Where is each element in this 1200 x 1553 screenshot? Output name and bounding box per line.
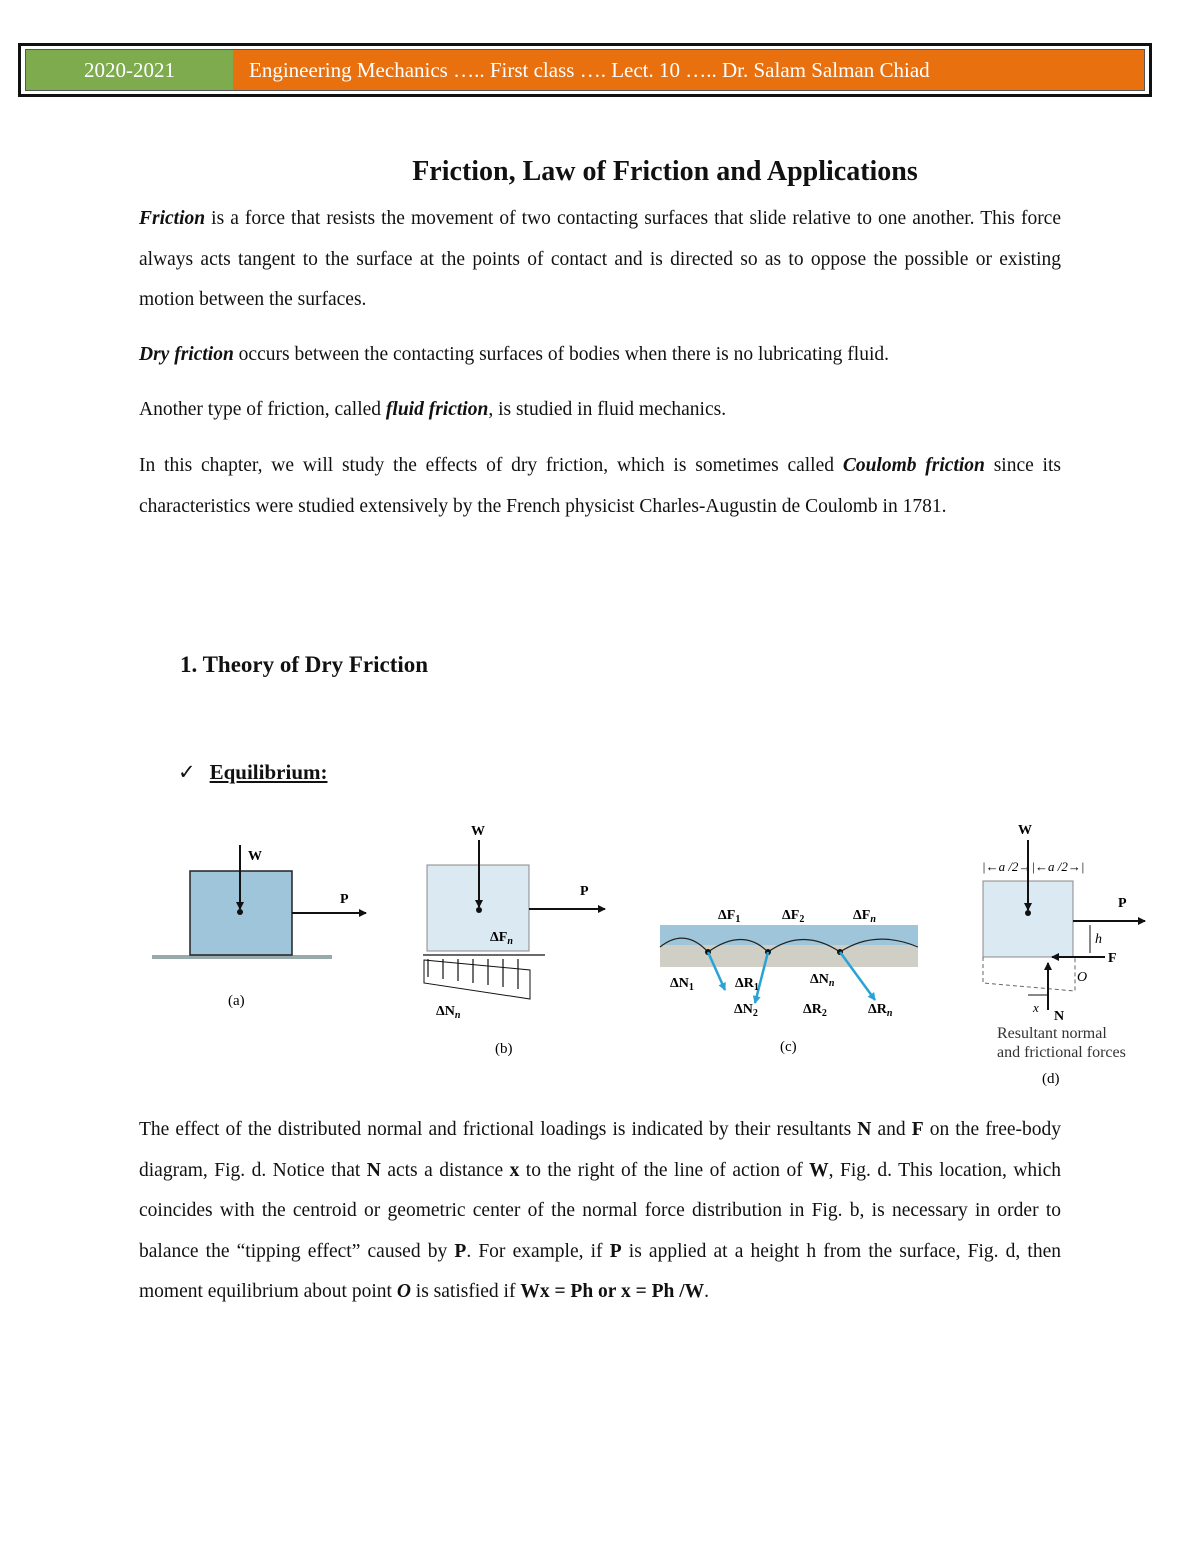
caption-c: (c)	[780, 1039, 797, 1055]
friction-definition-text: is a force that resists the movement of two contacting surfaces that slide relative to one another. This force always acts tangent to the surface at the points of contact and is directed so as to oppose the possible or existing motion between the surfaces.	[139, 208, 1061, 310]
label-nn-c: $\Delta N_n$	[810, 972, 835, 989]
paragraph-effect	[139, 1110, 1061, 1313]
effect-term-f: F	[911, 1119, 924, 1140]
header-course: Engineering Mechanics	[249, 57, 448, 82]
page-title: Friction, Law of Friction and Applications	[412, 156, 918, 187]
label-r2-c: $\Delta R_2$	[803, 1002, 827, 1019]
header-sep-3: …..	[680, 57, 722, 82]
coulomb-pre: In this chapter, we will study the effects of dry friction, which is sometimes called	[139, 455, 843, 476]
effect-text-10: .	[704, 1281, 710, 1302]
header-class: First class	[489, 57, 575, 82]
distribution-outline-d	[983, 957, 1075, 991]
effect-term-w: W	[809, 1159, 829, 1181]
label-resultant-2-d: and frictional forces	[997, 1044, 1126, 1061]
center-dot-a	[237, 909, 243, 915]
term-dry-friction: Dry friction	[139, 344, 234, 365]
header-author: Dr. Salam Salman Chiad	[722, 57, 930, 82]
term-fluid-friction: fluid friction	[385, 399, 489, 420]
coulomb-post: since its characteristics were studied extensively by the French physicist Charles-Augustin de Coulomb in 1781.	[139, 455, 1061, 517]
label-rn-c: $\Delta R_n$	[868, 1002, 893, 1019]
effect-text-2: and	[871, 1119, 912, 1140]
label-f1-c: $\Delta F_1$	[718, 908, 741, 925]
header-year: 2020-2021	[26, 50, 233, 90]
effect-text-1: The effect of the distributed normal and frictional loadings is indicated by their resultants	[139, 1119, 858, 1140]
checkmark-icon: ✓	[178, 760, 196, 784]
normal-distribution-b	[424, 960, 530, 999]
header-info	[233, 50, 1144, 90]
label-p-a: P	[340, 892, 349, 907]
normal-arrows-b	[428, 959, 518, 989]
label-fn-c: $\Delta F_n$	[853, 908, 876, 925]
label-df-b: $\Delta F_n$	[490, 930, 513, 947]
effect-text-4: acts a distance	[380, 1159, 510, 1181]
header-lecture: Lect. 10	[611, 57, 680, 82]
fluid-friction-pre: Another type of friction, called	[139, 399, 386, 420]
label-p-b: P	[580, 884, 589, 899]
equilibrium-label: Equilibrium:	[209, 760, 328, 784]
paragraph-coulomb-friction	[139, 446, 1061, 527]
label-o-d: O	[1077, 970, 1088, 985]
dimension-labels-d: |←a /2→|←a /2→|	[982, 859, 1085, 874]
figure-b	[423, 824, 605, 1057]
figure-d	[982, 823, 1145, 1087]
effect-text-8: is applied at a height h from the surface, Fig. d, then moment equilibrium about point	[139, 1240, 1061, 1302]
paragraph-fluid-friction	[139, 390, 1061, 431]
effect-text-7: . For example, if	[466, 1240, 610, 1262]
label-w-a: W	[248, 849, 262, 864]
effect-text-6: , Fig. d. This location, which coincides with the centroid or geometric center of the normal force distribution in Fig. b, is necessary in order to balance the “tipping effect” caused by	[139, 1159, 1062, 1262]
header-sep-1: …..	[447, 57, 490, 82]
header-bar	[25, 49, 1145, 91]
label-f2-c: $\Delta F_2$	[782, 908, 805, 925]
label-r1-c: $\Delta R_1$	[735, 976, 759, 993]
label-n2-c: $\Delta N_2$	[734, 1002, 758, 1019]
effect-term-p-2: P	[609, 1240, 622, 1262]
caption-b: (b)	[495, 1041, 513, 1057]
figure-c	[660, 908, 918, 1055]
page-header	[18, 43, 1152, 97]
section-heading: 1. Theory of Dry Friction	[180, 652, 429, 677]
effect-text-9: is satisfied if	[410, 1281, 521, 1302]
center-dot-b	[476, 907, 482, 913]
caption-d: (d)	[1042, 1071, 1060, 1087]
figure-a	[152, 845, 366, 1009]
header-sep-2: ….	[574, 57, 612, 82]
center-dot-d	[1025, 910, 1031, 916]
label-n1-c: $\Delta N_1$	[670, 976, 694, 993]
effect-term-n-2: N	[366, 1159, 381, 1181]
dry-friction-text: occurs between the contacting surfaces of bodies when there is no lubricating fluid.	[233, 344, 889, 365]
label-w-b: W	[471, 824, 485, 839]
label-n-d: N	[1054, 1009, 1065, 1024]
fluid-friction-post: , is studied in fluid mechanics.	[488, 399, 727, 420]
subheading-equilibrium	[178, 760, 327, 785]
effect-term-n: N	[857, 1119, 872, 1140]
lower-body-c	[660, 945, 918, 967]
effect-equation: Wx = Ph or x = Ph /W	[520, 1281, 705, 1302]
caption-a: (a)	[228, 993, 245, 1009]
effect-term-p: P	[454, 1240, 467, 1262]
label-f-d: F	[1108, 951, 1117, 966]
term-coulomb-friction: Coulomb friction	[842, 455, 985, 476]
friction-figure	[140, 815, 1160, 1095]
paragraph-friction-definition	[139, 199, 1061, 321]
label-resultant-1-d: Resultant normal	[997, 1025, 1107, 1042]
effect-text-3: on the free-body diagram, Fig. d. Notice that	[139, 1119, 1061, 1181]
label-h-d: h	[1095, 932, 1102, 947]
term-friction: Friction	[139, 208, 206, 229]
paragraph-dry-friction	[139, 335, 1061, 376]
effect-term-x: x	[509, 1159, 520, 1181]
label-x-d: x	[1033, 1000, 1039, 1015]
effect-text-5: to the right of the line of action of	[519, 1159, 810, 1181]
effect-term-o: O	[396, 1281, 411, 1302]
label-w-d: W	[1018, 823, 1032, 838]
label-p-d: P	[1118, 896, 1127, 911]
label-dn-b: $\Delta N_n$	[436, 1004, 461, 1021]
